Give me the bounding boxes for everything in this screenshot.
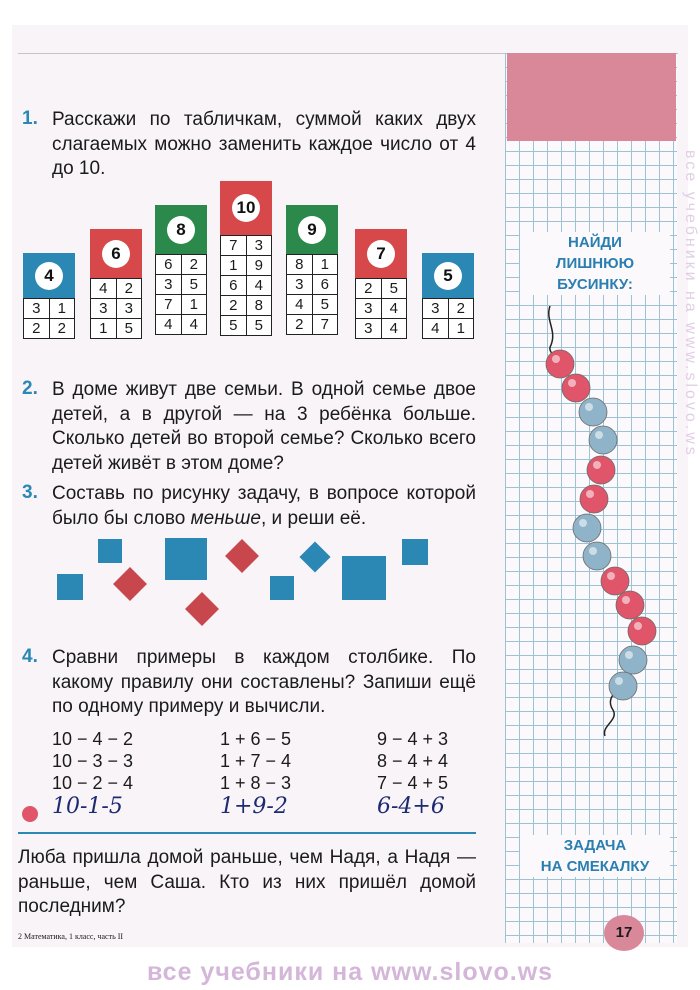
bead-highlight: [568, 379, 576, 387]
bead-red: [628, 617, 656, 645]
addend-cell: 5: [116, 319, 142, 339]
table-number: 6: [102, 240, 130, 268]
table-row: [91, 299, 142, 319]
task4-number: 4.: [22, 646, 38, 667]
small-blue-square: [402, 539, 428, 565]
addend-cell: 7: [156, 295, 182, 315]
table-row: [287, 295, 338, 315]
table-row: [221, 236, 272, 256]
addend-cell: 4: [287, 295, 313, 315]
number-table-8: [155, 205, 207, 335]
addend-cell: 4: [381, 319, 407, 339]
addend-cell: 8: [246, 296, 272, 316]
table-row: [24, 299, 75, 319]
addend-cell: 4: [181, 315, 207, 335]
handwritten-example: 6-4+6: [377, 794, 445, 819]
table-row: [156, 295, 207, 315]
table-number: 8: [167, 216, 195, 244]
small-blue-square: [57, 574, 83, 600]
watermark-vertical: все учебники на www.slovo.ws: [682, 150, 699, 458]
bullet-dot: [22, 806, 38, 822]
bead-string: [505, 300, 677, 740]
handwritten-example: 10-1-5: [52, 794, 123, 819]
big-blue-square: [165, 538, 207, 580]
table-row: [423, 299, 474, 319]
table-row: [156, 275, 207, 295]
task3-text-part: , и реши её.: [261, 507, 367, 529]
addends-table: [90, 278, 142, 339]
watermark: все учебники на www.slovo.ws: [146, 958, 554, 986]
shapes-picture: [50, 530, 480, 635]
table-row: [221, 256, 272, 276]
task2-number: 2.: [22, 378, 38, 399]
example: 1 + 7 − 4: [220, 751, 292, 771]
table-row: [287, 255, 338, 275]
bead-blue: [589, 426, 617, 454]
example: 1 + 6 − 5: [220, 729, 292, 749]
addend-cell: 4: [381, 299, 407, 319]
addend-cell: 5: [246, 316, 272, 336]
addend-cell: 3: [356, 319, 382, 339]
bead-red: [580, 485, 608, 513]
addend-cell: 2: [24, 319, 50, 339]
addend-cell: 6: [312, 275, 338, 295]
bead-highlight: [585, 403, 593, 411]
page-number: 17: [604, 915, 644, 951]
addend-cell: 4: [91, 279, 117, 299]
addend-cell: 3: [24, 299, 50, 319]
addend-cell: 1: [181, 295, 207, 315]
table-row: [423, 319, 474, 339]
bead-red: [546, 350, 574, 378]
heading-line: ЛИШНЮЮ: [555, 255, 635, 272]
red-diamond: [225, 539, 259, 573]
heading-line: НАЙДИ: [568, 234, 622, 251]
table-header: [90, 229, 142, 278]
bead-red: [562, 374, 590, 402]
small-blue-square: [98, 539, 122, 563]
addend-cell: 1: [312, 255, 338, 275]
bead-highlight: [589, 547, 597, 555]
table-number: 9: [298, 216, 326, 244]
number-table-5: [422, 253, 474, 339]
addend-cell: 9: [246, 256, 272, 276]
bead-highlight: [552, 355, 560, 363]
addend-cell: 5: [312, 295, 338, 315]
addend-cell: 3: [423, 299, 449, 319]
addend-cell: 5: [381, 279, 407, 299]
addends-table: [220, 235, 272, 336]
addend-cell: 3: [91, 299, 117, 319]
number-table-6: [90, 229, 142, 339]
task3-text-part: Составь по рисунку задачу, в вопросе которой было бы слово: [52, 483, 476, 529]
addend-cell: 1: [448, 319, 474, 339]
table-header: [286, 205, 338, 254]
handwritten-example: 1+9-2: [220, 794, 288, 819]
addend-cell: 5: [221, 316, 247, 336]
separator-line: [18, 832, 476, 834]
bead-highlight: [607, 572, 615, 580]
bead-blue: [573, 514, 601, 542]
addend-cell: 2: [116, 279, 142, 299]
bead-red: [616, 591, 644, 619]
bead-puzzle-heading: [520, 232, 670, 295]
riddle-text: Люба пришла домой раньше, чем Надя, а Надя — раньше, чем Саша. Кто из них пришёл домой последним?: [18, 847, 476, 917]
example: 1 + 8 − 3: [220, 773, 292, 793]
bead-blue: [609, 672, 637, 700]
bead-blue: [579, 398, 607, 426]
number-table-10: [220, 181, 272, 336]
addends-table: [286, 254, 338, 335]
addends-table: [355, 278, 407, 339]
addend-cell: 5: [181, 275, 207, 295]
table-header: [220, 181, 272, 235]
table-row: [287, 275, 338, 295]
red-diamond: [113, 567, 147, 601]
addend-cell: 4: [423, 319, 449, 339]
red-diamond: [185, 592, 219, 626]
addend-cell: 2: [448, 299, 474, 319]
bead-red: [601, 567, 629, 595]
bead-highlight: [625, 651, 633, 659]
bead-highlight: [622, 596, 630, 604]
table-row: [221, 276, 272, 296]
string-top: [549, 306, 557, 358]
footer-text: 2 Математика, 1 класс, часть II: [18, 932, 124, 941]
table-row: [221, 296, 272, 316]
task4-text: Сравни примеры в каждом столбике. По какому правилу они составлены? Запиши ещё по одному примеру и вычисли.: [52, 647, 476, 717]
addend-cell: 2: [49, 319, 75, 339]
table-row: [91, 279, 142, 299]
addend-cell: 3: [156, 275, 182, 295]
addend-cell: 1: [221, 256, 247, 276]
addend-cell: 6: [221, 276, 247, 296]
addend-cell: 2: [356, 279, 382, 299]
bead-blue: [583, 542, 611, 570]
addend-cell: 3: [116, 299, 142, 319]
addend-cell: 3: [246, 236, 272, 256]
bead-highlight: [595, 431, 603, 439]
addends-table: [155, 254, 207, 335]
bead-highlight: [593, 461, 601, 469]
addend-cell: 2: [221, 296, 247, 316]
addend-cell: 1: [91, 319, 117, 339]
examples-column-1: [52, 728, 133, 818]
table-row: [221, 316, 272, 336]
beads-group: [546, 350, 656, 700]
addend-cell: 4: [246, 276, 272, 296]
addend-cell: 3: [356, 299, 382, 319]
task1-number: 1.: [22, 108, 38, 129]
table-row: [356, 299, 407, 319]
table-number: 4: [35, 262, 63, 290]
example: 8 − 4 + 4: [377, 751, 449, 771]
number-table-7: [355, 229, 407, 339]
table-row: [156, 255, 207, 275]
addend-cell: 7: [221, 236, 247, 256]
table-header: [355, 229, 407, 278]
addend-cell: 8: [287, 255, 313, 275]
bead-highlight: [615, 677, 623, 685]
blue-diamond: [299, 541, 330, 572]
bead-red: [587, 456, 615, 484]
bead-blue: [619, 646, 647, 674]
task2-text: В доме живут две семьи. В одной семье двое детей, а в другой — на 3 ребёнка больше. Сколько детей во второй семье? Сколько всего детей живёт в этом доме?: [52, 379, 476, 474]
table-number: 5: [434, 262, 462, 290]
table-row: [24, 319, 75, 339]
table-row: [156, 315, 207, 335]
table-header: [23, 253, 75, 298]
big-blue-square: [342, 556, 386, 600]
addend-cell: 4: [156, 315, 182, 335]
table-header: [155, 205, 207, 254]
small-blue-square: [270, 576, 294, 600]
heading-line: НА СМЕКАЛКУ: [540, 858, 650, 875]
example: 10 − 2 − 4: [52, 773, 134, 793]
table-number: 10: [232, 194, 260, 222]
examples-column-3: [377, 728, 448, 818]
table-header: [422, 253, 474, 298]
addend-cell: 2: [181, 255, 207, 275]
table-row: [91, 319, 142, 339]
addend-cell: 2: [287, 315, 313, 335]
task3-number: 3.: [22, 482, 38, 503]
heading-line: ЗАДАЧА: [563, 837, 627, 854]
example: 10 − 3 − 3: [52, 751, 134, 771]
sidebar-pink-block: [507, 53, 676, 141]
bead-highlight: [634, 622, 642, 630]
addend-cell: 6: [156, 255, 182, 275]
addends-table: [23, 298, 75, 339]
addend-cell: 1: [49, 299, 75, 319]
number-table-4: [23, 253, 75, 339]
table-row: [356, 279, 407, 299]
task3-text: [52, 482, 476, 531]
table-row: [287, 315, 338, 335]
task1-text: Расскажи по табличкам, суммой каких двух слагаемых можно заменить каждое число от 4 до 10.: [52, 109, 476, 179]
table-number: 7: [367, 240, 395, 268]
addends-table: [422, 298, 474, 339]
example: 7 − 4 + 5: [377, 773, 449, 793]
example: 9 − 4 + 3: [377, 729, 449, 749]
task3-keyword: меньше: [190, 507, 261, 529]
examples-column-2: [220, 728, 291, 818]
table-row: [356, 319, 407, 339]
number-table-9: [286, 205, 338, 335]
addend-cell: 3: [287, 275, 313, 295]
bead-highlight: [586, 490, 594, 498]
bead-highlight: [579, 519, 587, 527]
riddle-heading: [520, 835, 670, 877]
example: 10 − 4 − 2: [52, 729, 134, 749]
heading-line: БУСИНКУ:: [557, 276, 633, 293]
addend-cell: 7: [312, 315, 338, 335]
